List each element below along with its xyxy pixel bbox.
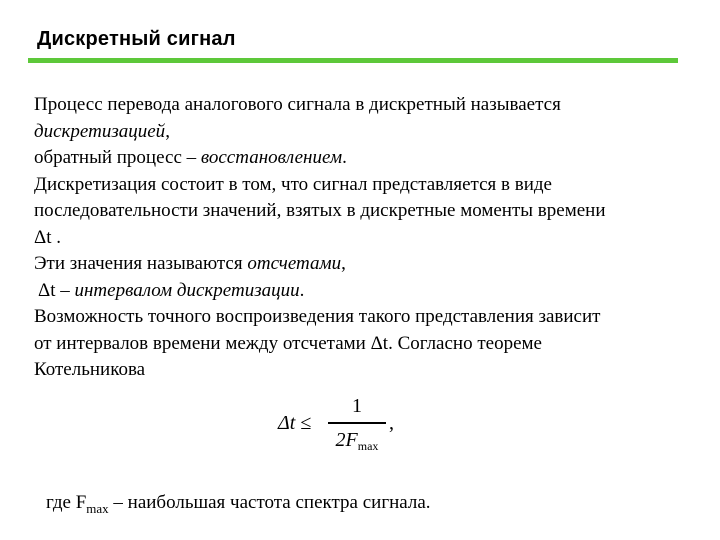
text-line: Котельникова — [34, 359, 146, 380]
footer-subscript: max — [86, 501, 109, 516]
formula-subscript: max — [357, 438, 379, 453]
formula-fraction — [328, 393, 386, 454]
text-line: Δt . — [34, 226, 61, 248]
formula-lhs: Δt ≤ — [278, 412, 312, 434]
term-restoration: восстановлением — [200, 147, 343, 168]
text-line — [34, 251, 704, 278]
formula-denominator: $2F_{max}$ — [335, 428, 379, 453]
punctuation: , — [341, 253, 346, 274]
term-sampling-interval: интервалом дискретизации — [74, 279, 300, 301]
text-line — [34, 119, 704, 146]
body-paragraph — [34, 92, 704, 384]
term-samples: отсчетами — [247, 253, 342, 274]
punctuation: , — [165, 120, 170, 142]
text-line — [34, 278, 704, 305]
term-discretization: дискретизацией — [34, 120, 166, 142]
slide-title: Дискретный сигнал — [37, 28, 236, 50]
title-divider — [28, 58, 678, 63]
text-line: Возможность точного воспроизведения такого представления зависит — [34, 306, 601, 327]
text-line — [34, 145, 704, 172]
text-line: Дискретизация состоит в том, что сигнал представляется в виде — [34, 173, 552, 195]
text-fragment: Эти значения называются — [34, 253, 248, 274]
fraction-bar — [328, 422, 386, 424]
text-fragment: Δt – — [38, 279, 75, 301]
text-line: Процесс перевода аналогового сигнала в дискретный называется — [34, 94, 561, 115]
formula-numerator: 1 — [352, 395, 362, 417]
footer-note: где $F_{max}$ – наибольшая частота спектра сигнала. — [46, 492, 431, 516]
punctuation: . — [342, 147, 347, 168]
text-fragment: обратный процесс – — [34, 147, 201, 168]
text-line: от интервалов времени между отсчетами Δt. Согласно теореме — [34, 332, 542, 354]
punctuation: . — [299, 279, 305, 301]
formula-comma: , — [389, 412, 394, 434]
text-line: последовательности значений, взятых в дискретные моменты времени — [34, 200, 606, 221]
